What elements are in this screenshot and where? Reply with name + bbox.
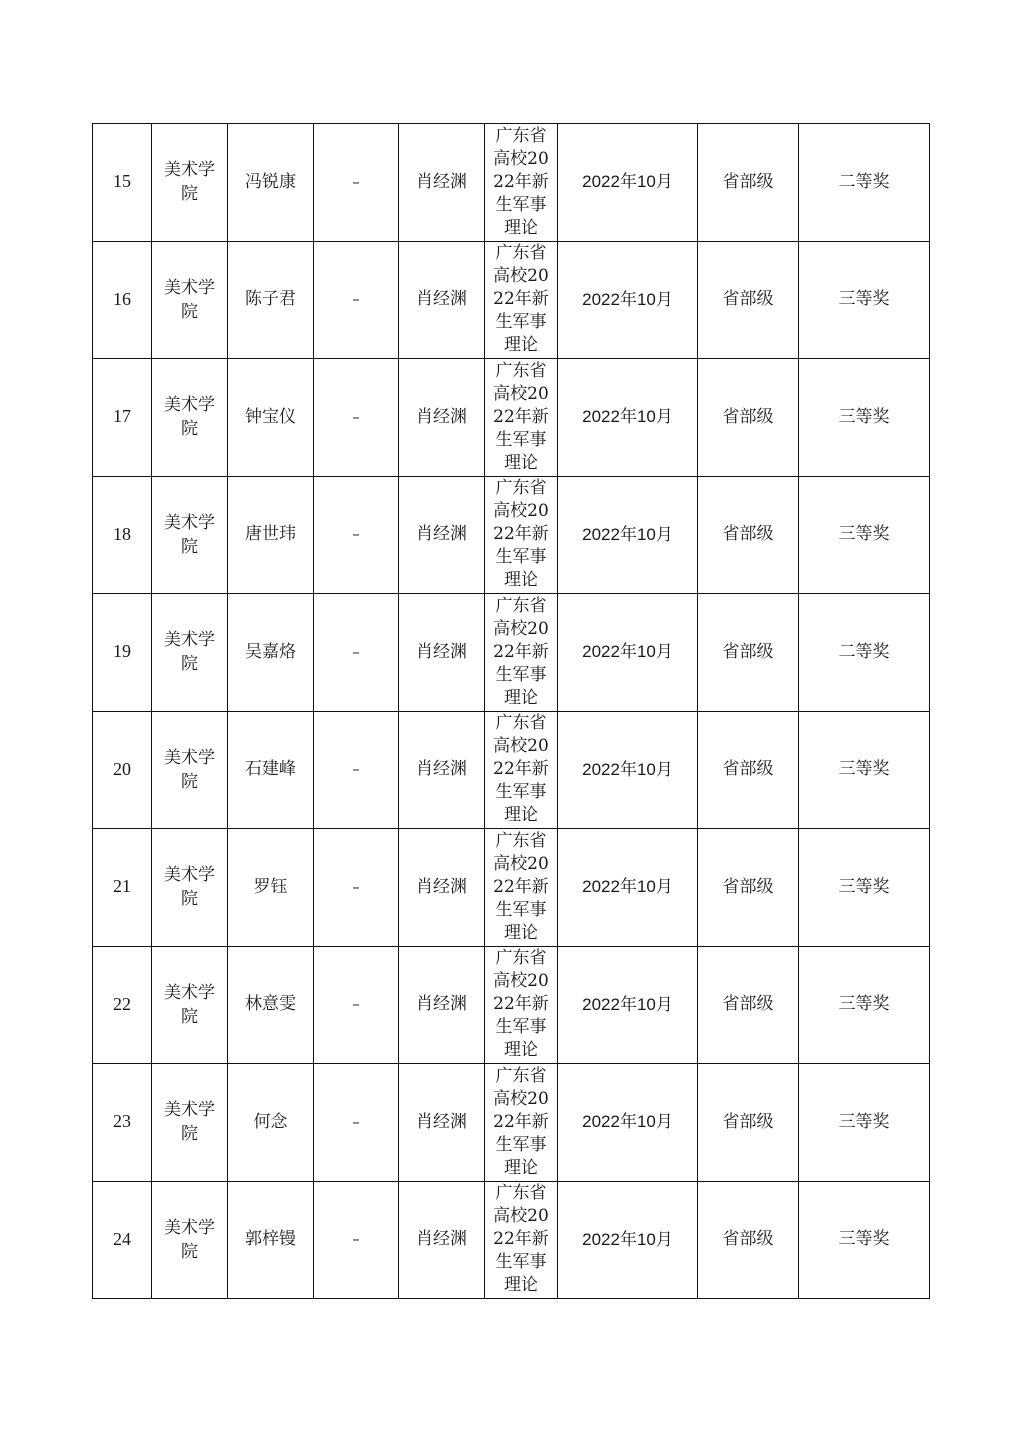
award-date-text: 2022年10月	[582, 1229, 673, 1249]
award-level-text: 省部级	[722, 406, 774, 427]
row-number-text: 21	[113, 876, 131, 897]
award-level-cell	[698, 946, 799, 1064]
college-text: 美术学院	[164, 1217, 215, 1262]
student-name-text: 冯锐康	[245, 171, 296, 192]
award-level-text: 省部级	[722, 171, 774, 192]
college-text: 美术学院	[164, 865, 215, 910]
college-cell	[152, 476, 228, 594]
empty-field-cell	[314, 124, 399, 242]
table-row	[93, 1064, 930, 1182]
student-name-cell	[228, 476, 314, 594]
student-name-cell	[228, 594, 314, 712]
award-date-text: 2022年10月	[582, 524, 673, 544]
competition-text: 广东省高校2022年新生军事理论	[493, 125, 549, 238]
student-name-text: 吴嘉烙	[245, 641, 296, 662]
award-level-text: 省部级	[722, 641, 774, 662]
award-grade-cell	[799, 476, 930, 594]
award-date-cell	[558, 829, 698, 947]
competition-text: 广东省高校2022年新生军事理论	[493, 948, 549, 1061]
award-level-text: 省部级	[722, 759, 774, 780]
award-date-cell	[558, 1181, 698, 1299]
student-name-text: 郭梓镘	[245, 1229, 296, 1250]
empty-field-text: –	[352, 877, 360, 896]
advisor-cell	[399, 359, 485, 477]
advisor-text: 肖经渊	[416, 1229, 467, 1250]
award-level-cell	[698, 1064, 799, 1182]
competition-cell	[485, 1064, 558, 1182]
row-number-text: 16	[113, 288, 131, 309]
advisor-text: 肖经渊	[416, 406, 467, 427]
empty-field-text: –	[352, 290, 360, 309]
college-text: 美术学院	[164, 1100, 215, 1145]
award-level-text: 省部级	[722, 994, 774, 1015]
award-level-cell	[698, 594, 799, 712]
award-date-text: 2022年10月	[582, 407, 673, 427]
table-row	[93, 829, 930, 947]
advisor-cell	[399, 594, 485, 712]
advisor-text: 肖经渊	[416, 524, 467, 545]
table-row	[93, 359, 930, 477]
competition-cell	[485, 476, 558, 594]
award-date-text: 2022年10月	[582, 1112, 673, 1132]
award-grade-text: 三等奖	[838, 994, 890, 1015]
advisor-text: 肖经渊	[416, 1111, 467, 1132]
table-body	[93, 124, 930, 1299]
row-number-text: 18	[113, 523, 131, 544]
row-number-cell	[93, 1064, 152, 1182]
competition-text: 广东省高校2022年新生军事理论	[493, 243, 549, 356]
college-cell	[152, 1181, 228, 1299]
competition-cell	[485, 711, 558, 829]
award-grade-text: 三等奖	[838, 406, 890, 427]
award-grade-text: 二等奖	[838, 171, 890, 192]
advisor-cell	[399, 711, 485, 829]
row-number-cell	[93, 594, 152, 712]
competition-cell	[485, 829, 558, 947]
award-grade-text: 三等奖	[838, 524, 890, 545]
competition-text: 广东省高校2022年新生军事理论	[493, 360, 549, 473]
award-date-text: 2022年10月	[582, 172, 673, 192]
competition-cell	[485, 594, 558, 712]
advisor-text: 肖经渊	[416, 876, 467, 897]
competition-cell	[485, 1181, 558, 1299]
award-level-text: 省部级	[722, 1229, 774, 1250]
competition-text: 广东省高校2022年新生军事理论	[493, 595, 549, 708]
student-name-text: 唐世玮	[245, 524, 296, 545]
empty-field-cell	[314, 1181, 399, 1299]
row-number-cell	[93, 476, 152, 594]
award-level-cell	[698, 711, 799, 829]
student-name-cell	[228, 1064, 314, 1182]
student-name-cell	[228, 946, 314, 1064]
competition-cell	[485, 124, 558, 242]
student-name-text: 罗钰	[253, 876, 288, 897]
empty-field-cell	[314, 711, 399, 829]
table-row	[93, 1181, 930, 1299]
college-text: 美术学院	[164, 512, 215, 557]
row-number-text: 23	[113, 1111, 131, 1132]
award-date-text: 2022年10月	[582, 994, 673, 1014]
college-cell	[152, 241, 228, 359]
table-row	[93, 594, 930, 712]
college-text: 美术学院	[164, 160, 215, 205]
college-cell	[152, 1064, 228, 1182]
competition-text: 广东省高校2022年新生军事理论	[493, 713, 549, 826]
table-row	[93, 946, 930, 1064]
empty-field-text: –	[352, 760, 360, 779]
college-cell	[152, 711, 228, 829]
student-name-text: 石建峰	[245, 759, 296, 780]
empty-field-text: –	[352, 995, 360, 1014]
empty-field-cell	[314, 241, 399, 359]
competition-text: 广东省高校2022年新生军事理论	[493, 1065, 549, 1178]
award-grade-text: 三等奖	[838, 876, 890, 897]
award-date-cell	[558, 594, 698, 712]
award-date-text: 2022年10月	[582, 759, 673, 779]
student-name-text: 钟宝仪	[245, 406, 296, 427]
advisor-cell	[399, 476, 485, 594]
empty-field-cell	[314, 594, 399, 712]
empty-field-cell	[314, 946, 399, 1064]
advisor-text: 肖经渊	[416, 641, 467, 662]
award-date-cell	[558, 124, 698, 242]
award-date-cell	[558, 1064, 698, 1182]
advisor-text: 肖经渊	[416, 289, 467, 310]
award-grade-cell	[799, 594, 930, 712]
empty-field-text: –	[352, 525, 360, 544]
empty-field-cell	[314, 476, 399, 594]
advisor-cell	[399, 241, 485, 359]
competition-cell	[485, 359, 558, 477]
award-level-text: 省部级	[722, 876, 774, 897]
award-date-cell	[558, 476, 698, 594]
competition-text: 广东省高校2022年新生军事理论	[493, 478, 549, 591]
award-grade-cell	[799, 124, 930, 242]
student-name-text: 何念	[253, 1111, 288, 1132]
row-number-cell	[93, 241, 152, 359]
row-number-cell	[93, 946, 152, 1064]
row-number-text: 19	[113, 641, 131, 662]
award-grade-cell	[799, 241, 930, 359]
award-level-cell	[698, 124, 799, 242]
award-grade-text: 二等奖	[838, 641, 890, 662]
award-date-cell	[558, 241, 698, 359]
advisor-cell	[399, 946, 485, 1064]
college-cell	[152, 594, 228, 712]
row-number-cell	[93, 829, 152, 947]
college-cell	[152, 946, 228, 1064]
row-number-text: 15	[113, 171, 131, 192]
award-grade-cell	[799, 1181, 930, 1299]
award-grade-cell	[799, 1064, 930, 1182]
award-date-cell	[558, 946, 698, 1064]
college-text: 美术学院	[164, 747, 215, 792]
student-name-cell	[228, 124, 314, 242]
row-number-cell	[93, 1181, 152, 1299]
advisor-cell	[399, 1181, 485, 1299]
competition-cell	[485, 946, 558, 1064]
student-name-text: 林意雯	[245, 994, 296, 1015]
college-text: 美术学院	[164, 982, 215, 1027]
advisor-text: 肖经渊	[416, 171, 467, 192]
college-cell	[152, 359, 228, 477]
student-name-cell	[228, 711, 314, 829]
award-level-cell	[698, 829, 799, 947]
student-name-cell	[228, 359, 314, 477]
row-number-text: 20	[113, 758, 131, 779]
award-grade-text: 三等奖	[838, 289, 890, 310]
empty-field-cell	[314, 359, 399, 477]
empty-field-text: –	[352, 1230, 360, 1249]
award-level-text: 省部级	[722, 1111, 774, 1132]
award-grade-text: 三等奖	[838, 1229, 890, 1250]
award-date-cell	[558, 359, 698, 477]
competition-text: 广东省高校2022年新生军事理论	[493, 830, 549, 943]
award-grade-cell	[799, 946, 930, 1064]
student-name-text: 陈子君	[245, 289, 296, 310]
award-date-text: 2022年10月	[582, 642, 673, 662]
college-cell	[152, 124, 228, 242]
award-grade-cell	[799, 711, 930, 829]
empty-field-cell	[314, 1064, 399, 1182]
award-date-cell	[558, 711, 698, 829]
empty-field-text: –	[352, 172, 360, 191]
empty-field-cell	[314, 829, 399, 947]
row-number-text: 22	[113, 993, 131, 1014]
table-row	[93, 711, 930, 829]
competition-cell	[485, 241, 558, 359]
advisor-text: 肖经渊	[416, 759, 467, 780]
award-date-text: 2022年10月	[582, 877, 673, 897]
college-text: 美术学院	[164, 277, 215, 322]
empty-field-text: –	[352, 1112, 360, 1131]
row-number-cell	[93, 124, 152, 242]
award-grade-cell	[799, 359, 930, 477]
row-number-cell	[93, 359, 152, 477]
student-name-cell	[228, 241, 314, 359]
award-level-cell	[698, 476, 799, 594]
college-cell	[152, 829, 228, 947]
award-grade-text: 三等奖	[838, 759, 890, 780]
competition-text: 广东省高校2022年新生军事理论	[493, 1183, 549, 1296]
row-number-text: 17	[113, 406, 131, 427]
table-row	[93, 124, 930, 242]
award-level-cell	[698, 241, 799, 359]
empty-field-text: –	[352, 407, 360, 426]
awards-table	[92, 123, 930, 1299]
advisor-cell	[399, 1064, 485, 1182]
row-number-cell	[93, 711, 152, 829]
row-number-text: 24	[113, 1228, 131, 1249]
award-level-text: 省部级	[722, 524, 774, 545]
table-row	[93, 476, 930, 594]
award-grade-cell	[799, 829, 930, 947]
advisor-cell	[399, 124, 485, 242]
empty-field-text: –	[352, 642, 360, 661]
student-name-cell	[228, 829, 314, 947]
award-level-text: 省部级	[722, 289, 774, 310]
college-text: 美术学院	[164, 630, 215, 675]
award-level-cell	[698, 359, 799, 477]
award-date-text: 2022年10月	[582, 289, 673, 309]
award-level-cell	[698, 1181, 799, 1299]
advisor-text: 肖经渊	[416, 994, 467, 1015]
college-text: 美术学院	[164, 395, 215, 440]
table-row	[93, 241, 930, 359]
student-name-cell	[228, 1181, 314, 1299]
award-grade-text: 三等奖	[838, 1111, 890, 1132]
advisor-cell	[399, 829, 485, 947]
